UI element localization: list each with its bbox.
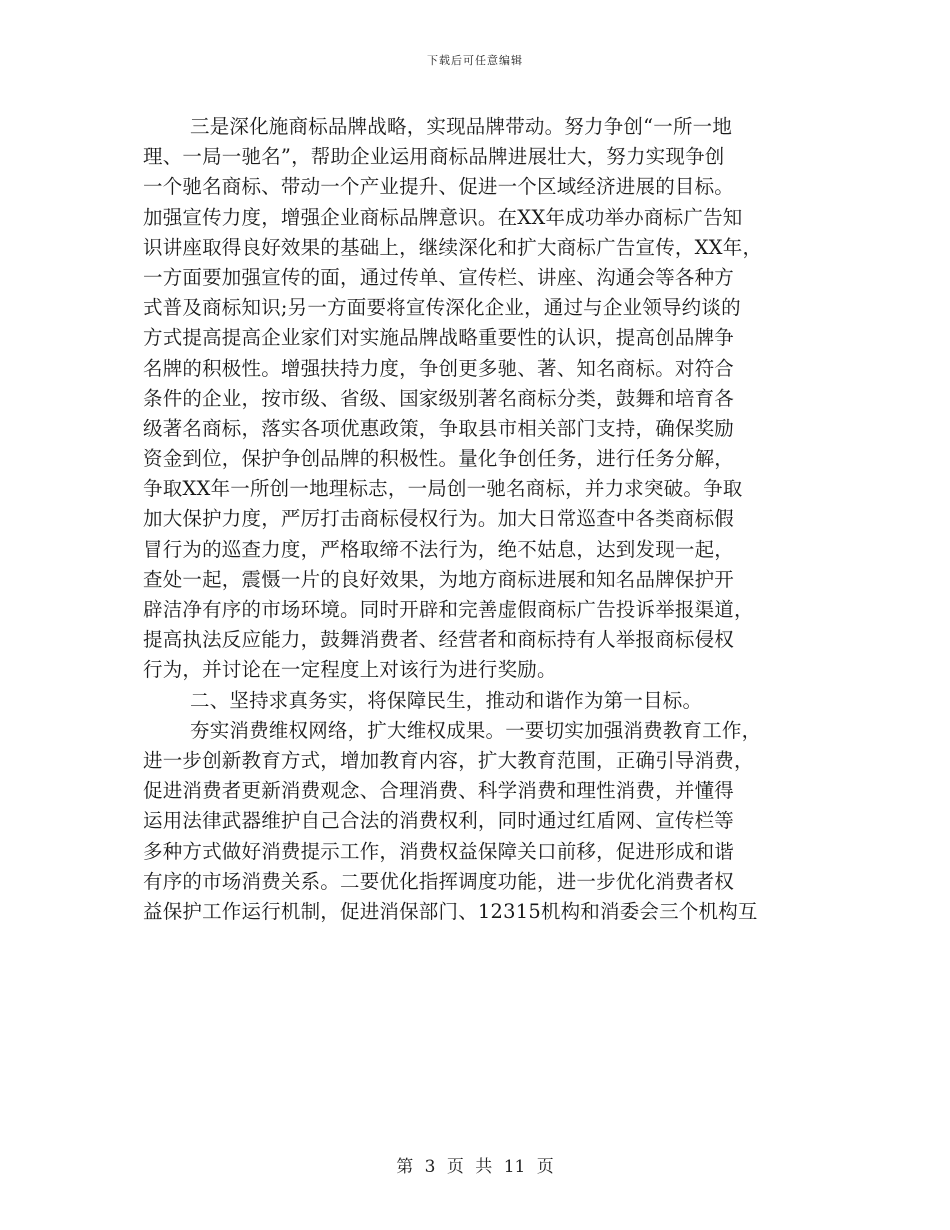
text-line: 方式提高提高企业家们对实施品牌战略重要性的认识，提高创品牌争 <box>143 326 735 350</box>
text-line: 有序的市场消费关系。二要优化指挥调度功能，进一步优化消费者权 <box>143 869 735 893</box>
text-line: 益保护工作运行机制，促进消保部门、12315机构和消委会三个机构互 <box>143 899 758 923</box>
text-line: 冒行为的巡查力度，严格取缔不法行为，绝不姑息，达到发现一起， <box>143 537 735 561</box>
text-line: 三是深化施商标品牌战略，实现品牌带动。努力争创“一所一地 <box>190 115 733 138</box>
text-line: 进一步创新教育方式，增加教育内容，扩大教育范围，正确引导消费， <box>143 748 754 772</box>
text-line: 级著名商标，落实各项优惠政策，争取县市相关部门支持，确保奖励 <box>143 416 735 440</box>
text-line: 促进消费者更新消费观念、合理消费、科学消费和理性消费，并懂得 <box>143 779 735 803</box>
text-line: 式普及商标知识;另一方面要将宣传深化企业，通过与企业领导约谈的 <box>143 296 741 320</box>
text-line: 名牌的积极性。增强扶持力度，争创更多驰、著、知名商标。对符合 <box>143 356 735 380</box>
text-line: 一方面要加强宣传的面，通过传单、宣传栏、讲座、沟通会等各种方 <box>143 265 735 289</box>
text-line: 加强宣传力度，增强企业商标品牌意识。在XX年成功举办商标广告知 <box>143 205 743 229</box>
text-line: 运用法律武器维护自己合法的消费权利，同时通过红盾网、宣传栏等 <box>143 809 735 833</box>
text-line: 条件的企业，按市级、省级、国家级别著名商标分类，鼓舞和培育各 <box>143 386 735 410</box>
text-line: 理、一局一驰名”，帮助企业运用商标品牌进展壮大，努力实现争创 <box>143 145 725 169</box>
text-line: 行为，并讨论在一定程度上对该行为进行奖励。 <box>143 658 557 682</box>
text-line: 一个驰名商标、带动一个产业提升、促进一个区域经济进展的目标。 <box>143 175 735 199</box>
document-body <box>143 112 808 927</box>
text-line: 查处一起，震慑一片的良好效果，为地方商标进展和知名品牌保护开 <box>143 567 735 591</box>
text-line: 多种方式做好消费提示工作，消费权益保障关口前移，促进形成和谐 <box>143 839 735 863</box>
text-line: 二、坚持求真务实，将保障民生，推动和谐作为第一目标。 <box>190 688 703 712</box>
page-number-footer: 第 3 页 共 11 页 <box>396 1157 554 1177</box>
text-line: 提高执法反应能力，鼓舞消费者、经营者和商标持有人举报商标侵权 <box>143 628 735 652</box>
text-line: 加大保护力度，严厉打击商标侵权行为。加大日常巡查中各类商标假 <box>143 507 735 531</box>
page-header: 下载后可任意编辑 <box>427 54 523 67</box>
text-line: 夯实消费维权网络，扩大维权成果。一要切实加强消费教育工作， <box>190 718 762 742</box>
text-line: 争取XX年一所创一地理标志，一局创一驰名商标，并力求突破。争取 <box>143 477 743 501</box>
text-line: 资金到位，保护争创品牌的积极性。量化争创任务，进行任务分解， <box>143 447 735 471</box>
text-line: 辟洁净有序的市场环境。同时开辟和完善虚假商标广告投诉举报渠道， <box>143 598 754 621</box>
text-line: 识讲座取得良好效果的基础上，继续深化和扩大商标广告宣传，XX年， <box>143 235 763 259</box>
